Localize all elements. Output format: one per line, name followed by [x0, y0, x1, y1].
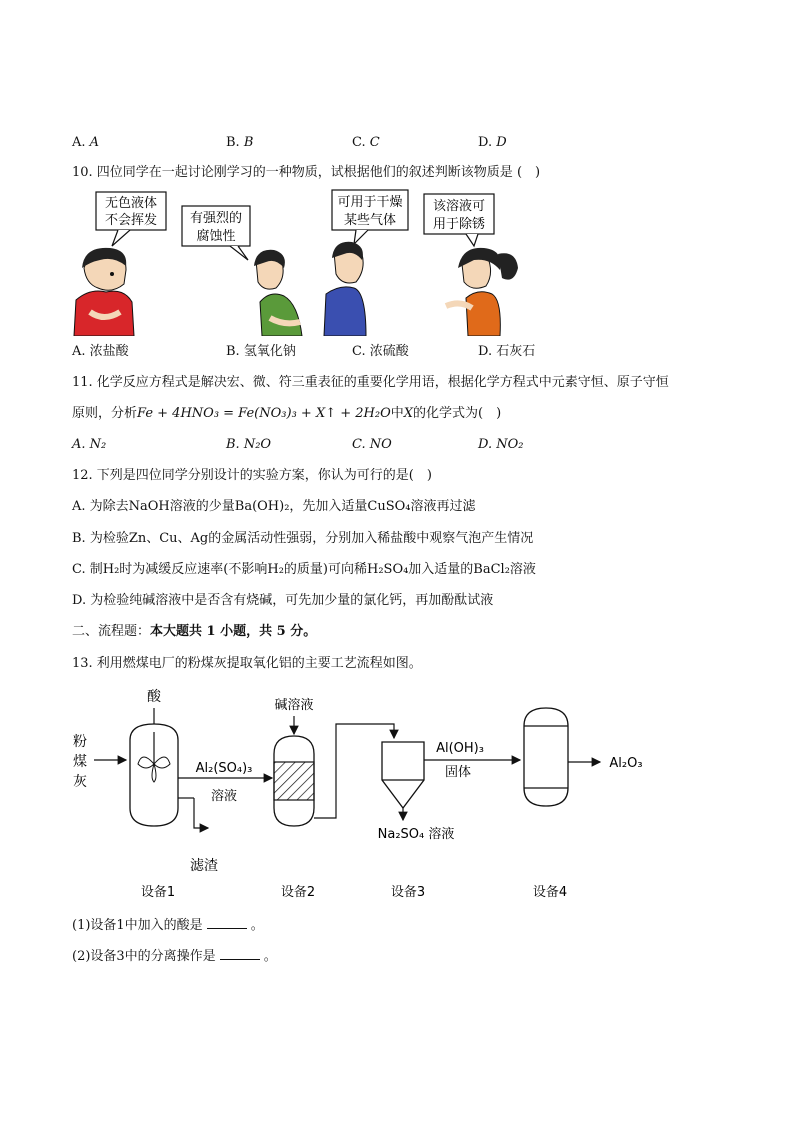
answer-blank-1[interactable]	[207, 916, 247, 929]
q12-option-d: D. 为检验纯碱溶液中是否含有烧碱，可先加少量的氯化钙，再加酚酞试液	[72, 593, 494, 608]
bubble-1-line-1: 无色液体	[104, 196, 158, 211]
student-1-icon	[74, 248, 134, 336]
q13-sub-2: (2)设备3中的分离操作是 。	[72, 949, 277, 964]
device-3-label: 设备3	[390, 885, 426, 900]
q9-option-c: C. C	[352, 135, 380, 150]
bubble-3-line-2: 某些气体	[343, 213, 397, 228]
speech-bubble-3	[332, 190, 408, 244]
q11-stem-line-2: 原则，分析Fe + 4HNO₃ = Fe(NO₃)₃ + X↑ + 2H₂O中X的化学式为( )	[72, 406, 502, 421]
feed-label-1: 粉	[73, 734, 87, 750]
q9-option-a: A. A	[72, 135, 100, 150]
q10-option-b: B. 氢氧化钠	[226, 344, 296, 359]
q11-option-b: B. N₂O	[226, 437, 272, 452]
aloh3-label: Al(OH)₃	[436, 741, 484, 756]
feed-label-3: 灰	[73, 774, 87, 790]
q10-stem: 10. 四位同学在一起讨论刚学习的一种物质，试根据他们的叙述判断该物质是 ( )	[72, 165, 541, 180]
student-4-icon	[446, 248, 518, 336]
acid-label: 酸	[147, 689, 161, 705]
q12-stem: 12. 下列是四位同学分别设计的实验方案，你认为可行的是( )	[72, 468, 432, 483]
q10-option-c: C. 浓硫酸	[352, 344, 409, 359]
bubble-4-line-1: 该溶液可	[432, 199, 486, 214]
q10-illustration	[70, 188, 530, 336]
na2so4-label: Na₂SO₄ 溶液	[377, 827, 455, 842]
section-2-heading: 二、流程题：本大题共 1 小题，共 5 分。	[72, 624, 317, 639]
device-4-vessel	[524, 708, 568, 806]
q11-option-c: C. NO	[352, 437, 392, 452]
residue-label: 滤渣	[190, 858, 218, 874]
bubble-2-line-2: 腐蚀性	[196, 229, 236, 244]
q10-option-a: A. 浓盐酸	[72, 344, 129, 359]
q11-option-a: A. N₂	[72, 437, 107, 452]
solution-label: 溶液	[210, 789, 238, 804]
device-4-label: 设备4	[532, 885, 568, 900]
device-2-column	[274, 736, 314, 826]
feed-label-2: 煤	[73, 754, 87, 770]
base-solution-label: 碱溶液	[274, 698, 314, 713]
bubble-4-line-2: 用于除锈	[432, 217, 486, 232]
q11-stem-line-1: 11. 化学反应方程式是解决宏、微、符三重表征的重要化学用语，根据化学方程式中元素守恒、原子守恒	[72, 375, 669, 390]
student-2-icon	[254, 250, 302, 336]
q9-option-b: B. B	[226, 135, 254, 150]
device-3-separator	[382, 742, 424, 808]
q12-option-c: C. 制H₂时为减缓反应速率(不影响H₂的质量)可向稀H₂SO₄加入适量的BaCl₂溶液	[72, 562, 536, 577]
bubble-2-line-1: 有强烈的	[189, 211, 243, 226]
speech-bubble-1	[96, 192, 166, 246]
speech-bubble-2	[182, 206, 250, 260]
device-1-label: 设备1	[140, 885, 176, 900]
speech-bubble-4	[424, 194, 494, 246]
q10-option-d: D. 石灰石	[478, 344, 536, 359]
answer-blank-2[interactable]	[220, 947, 260, 960]
q12-option-a: A. 为除去NaOH溶液的少量Ba(OH)₂，先加入适量CuSO₄溶液再过滤	[72, 499, 476, 514]
product-label: Al₂O₃	[609, 756, 643, 771]
bubble-3-line-1: 可用于干燥	[337, 195, 403, 210]
al2so43-label: Al₂(SO₄)₃	[195, 761, 253, 776]
device-2-label: 设备2	[280, 885, 316, 900]
bubble-1-line-2: 不会挥发	[104, 213, 158, 228]
q11-equation: Fe + 4HNO₃ = Fe(NO₃)₃ + X↑ + 2H₂O	[137, 406, 391, 421]
q13-process-diagram	[60, 680, 700, 910]
solid-label: 固体	[444, 765, 472, 780]
q12-option-b: B. 为检验Zn、Cu、Ag的金属活动性强弱，分别加入稀盐酸中观察气泡产生情况	[72, 531, 534, 546]
q13-stem: 13. 利用燃煤电厂的粉煤灰提取氧化铝的主要工艺流程如图。	[72, 656, 422, 671]
q9-option-d: D. D	[478, 135, 507, 150]
student-3-icon	[324, 242, 366, 336]
device-1-reactor	[130, 724, 178, 826]
q11-option-d: D. NO₂	[478, 437, 524, 452]
q13-sub-1: (1)设备1中加入的酸是 。	[72, 918, 264, 933]
